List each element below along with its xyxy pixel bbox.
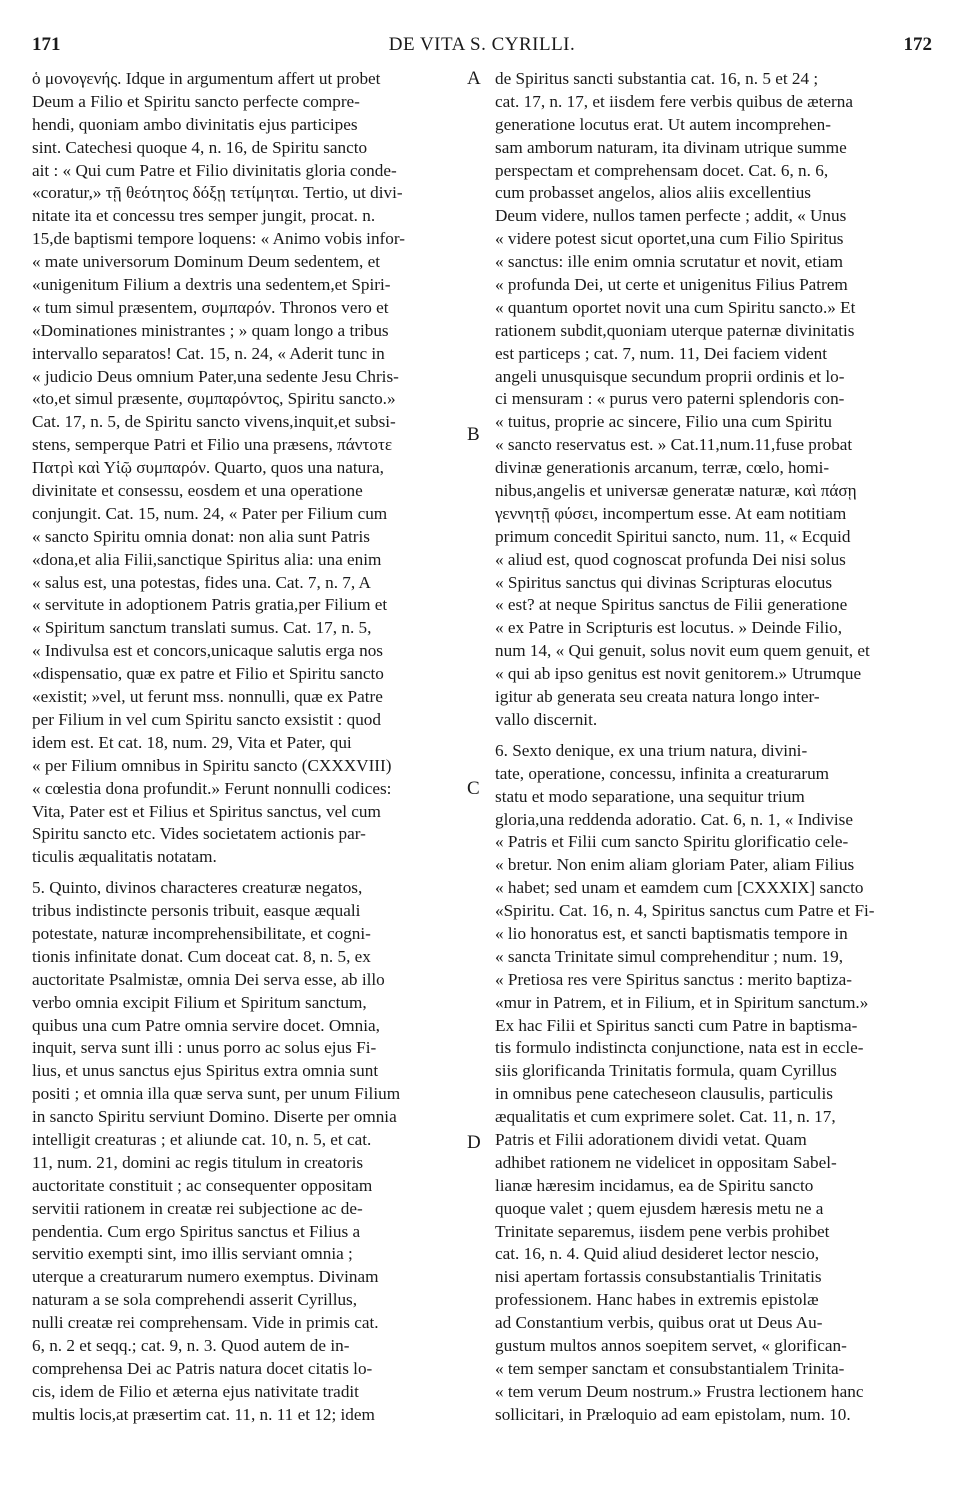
text-line: «dispensatio, quæ ex patre et Filio et Spiritu sancto: [32, 664, 384, 684]
text-line: stens, semperque Patri et Filio una præsens, πάντοτε: [32, 435, 393, 455]
text-line: cat. 16, n. 4. Quid aliud desideret lector nescio,: [495, 1244, 820, 1264]
text-line: 5. Quinto, divinos characteres creaturæ negatos,: [32, 878, 363, 898]
text-line: de Spiritus sancti substantia cat. 16, n. 5 et 24 ;: [495, 69, 819, 88]
text-line: Deum videre, nullos tamen perfecte ; addit, « Unus: [495, 206, 847, 226]
text-line: « sanctus: ille enim omnia scrutatur et novit, etiam: [495, 252, 843, 272]
page-header: [32, 34, 932, 58]
text-line: num 14, « Qui genuit, solus novit eum quem genuit, et: [495, 641, 870, 661]
margin-letter-b: B: [467, 424, 480, 445]
text-line: positi ; et omnia illa quæ serva sunt, per unum Filium: [32, 1084, 401, 1104]
text-line: « profunda Dei, ut certe et unigenitus Filius Patrem: [495, 275, 848, 295]
text-line: «unigenitum Filium a dextris una sedentem,et Spiri-: [32, 275, 391, 295]
text-line: angeli unusquisque secundum proprii ordinis et lo-: [495, 366, 845, 386]
text-line: lianæ hæresim incidamus, ea de Spiritu sancto: [495, 1175, 814, 1195]
text-line: tate, operatione, concessu, infinita a creaturarum: [495, 763, 830, 783]
text-line: « sancta Trinitate simul comprehenditur ; num. 19,: [495, 946, 844, 966]
page-number-right: 172: [903, 34, 932, 55]
right-column: [495, 68, 931, 1427]
text-line: « sancto Spiritu omnia donat: non alia sunt Patris: [32, 526, 370, 546]
text-line: 15,de baptismi tempore loquens: « Animo vobis infor-: [32, 229, 405, 249]
text-line: cum probasset angelos, alios aliis excellentius: [495, 183, 811, 203]
text-line: « per Filium omnibus in Spiritu sancto (CXXXVIII): [32, 755, 392, 775]
text-line: Spiritu sancto etc. Vides societatem actionis par-: [32, 824, 366, 844]
text-line: quoque valet ; quem ejusdem hæresis metu ne a: [495, 1198, 824, 1218]
text-line: nitate ita et concessu tres semper jungit, procat. n.: [32, 206, 376, 226]
text-line: professionem. Hanc habes in extremis epistolæ: [495, 1290, 819, 1310]
text-line: verbo omnia excipit Filium et Spiritum sanctum,: [32, 992, 367, 1012]
text-line: « mate universorum Dominum Deum sedentem, et: [32, 252, 380, 272]
text-line: quibus una cum Patre omnia servire docet. Omnia,: [32, 1015, 380, 1035]
left-column: [32, 68, 472, 1427]
text-line: Deum a Filio et Spiritu sancto perfecte compre-: [32, 91, 360, 111]
text-line: tis formulo indistincta conjunctione, nata est in eccle-: [495, 1038, 864, 1058]
text-line: nulli creatæ rei comprehensam. Vide in primis cat.: [32, 1313, 379, 1333]
text-line: multis locis,at præsertim cat. 11, n. 11 et 12; idem: [32, 1404, 375, 1424]
text-line: « aliud est, quod cognoscat profunda Dei nisi solus: [495, 549, 846, 569]
text-line: potestate, naturæ incomprehensibilitate, et cogni-: [32, 923, 371, 943]
text-line: « est? at neque Spiritus sanctus de Filii generatione: [495, 595, 848, 615]
text-line: tribus indistincte personis tribuit, easque æquali: [32, 901, 361, 921]
text-line: per Filium in vel cum Spiritu sancto exsistit : quod: [32, 709, 381, 729]
text-line: «dona,et alia Filii,sanctique Spiritus alia: una enim: [32, 549, 382, 569]
text-line: æqualitatis et cum exprimere solet. Cat. 11, n. 17,: [495, 1107, 836, 1127]
text-line: « lio honoratus est, et sancti baptismatis tempore in: [495, 923, 848, 943]
running-title: DE VITA S. CYRILLI.: [388, 34, 576, 55]
text-line: statu et modo separatione, una sequitur trium: [495, 786, 805, 806]
text-line: «Spiritu. Cat. 16, n. 4, Spiritus sanctus cum Patre et Fi-: [495, 901, 875, 921]
text-line: 6. Sexto denique, ex una trium natura, divini-: [495, 740, 808, 760]
text-line: hendi, quoniam ambo divinitatis ejus participes: [32, 114, 358, 134]
text-line: Cat. 17, n. 5, de Spiritu sancto vivens,inquit,et subsi-: [32, 412, 396, 432]
text-line: sam amborum naturam, ita divinam utrique summe: [495, 137, 847, 157]
text-line: « tem verum Deum nostrum.» Frustra lectionem hanc: [495, 1381, 864, 1401]
text-line: « sancto reservatus est. » Cat.11,num.11,fuse probat: [495, 435, 853, 455]
text-line: servitio exempti sint, imo illis serviant omnia ;: [32, 1244, 353, 1264]
text-line: « Indivulsa est et concors,unicaque salutis erga nos: [32, 641, 383, 661]
text-line: naturam a se sola comprehendi asserit Cyrillus,: [32, 1290, 358, 1310]
text-line: inquit, serva sunt illi : unus porro ac solus ejus Fi-: [32, 1038, 377, 1058]
text-line: Patris et Filii adorationem dividi vetat. Quam: [495, 1129, 807, 1149]
text-line: ci mensuram : « purus vero paterni splendoris con-: [495, 389, 845, 409]
text-line: adhibet rationem ne videlicet in oppositam Sabel-: [495, 1152, 837, 1172]
text-line: « salus est, una potestas, fides una. Cat. 7, n. 7, A: [32, 572, 371, 592]
text-line: «mur in Patrem, et in Filium, et in Spiritum sanctum.»: [495, 992, 869, 1012]
text-line: uterque a creaturarum numero exemptus. Divinam: [32, 1267, 379, 1287]
text-line: « qui ab ipso genitus est novit genitorem.» Utrumque: [495, 664, 862, 684]
text-line: sollicitari, in Præloquio ad eam epistolam, num. 10.: [495, 1404, 851, 1424]
margin-letter-a: A: [467, 68, 481, 89]
text-line: « habet; sed unam et eamdem cum [CXXXIX] sancto: [495, 878, 864, 898]
text-line: «Dominationes ministrantes ; » quam longo a tribus: [32, 320, 389, 340]
margin-letter-d: D: [467, 1132, 481, 1153]
text-line: conjungit. Cat. 15, num. 24, « Pater per Filium cum: [32, 503, 388, 523]
text-line: cat. 17, n. 17, et iisdem fere verbis quibus de æterna: [495, 91, 853, 111]
text-line: «to,et simul præsente, συμπαρόντος, Spiritu sancto.»: [32, 389, 396, 409]
text-line: «coratur,» τῇ θεότητος δόξῃ τετίμηται. Tertio, ut divi-: [32, 183, 403, 203]
text-line: comprehensa Dei ac Patris natura docet citatis lo-: [32, 1358, 373, 1378]
text-line: auctoritate Psalmistæ, omnia Dei serva esse, ab illo: [32, 969, 385, 989]
text-line: «existit; »vel, ut ferunt mss. nonnulli, quæ ex Patre: [32, 687, 383, 707]
text-line: divinitate et consessu, eosdem et una operatione: [32, 481, 363, 501]
text-line: gloria,una reddenda adoratio. Cat. 6, n. 1, « Indivise: [495, 809, 853, 829]
text-line: « servitute in adoptionem Patris gratia,per Filium et: [32, 595, 388, 615]
text-line: tionis infinitate donat. Cum doceat cat. 8, n. 5, ex: [32, 946, 371, 966]
text-line: « Patris et Filii cum sancto Spiritu glorificatio cele-: [495, 832, 849, 852]
text-line: ad Constantium verbis, quibus orat ut Deus Au-: [495, 1313, 823, 1333]
text-line: intervallo separatos! Cat. 15, n. 24, « Aderit tunc in: [32, 343, 385, 363]
text-line: 6, n. 2 et seqq.; cat. 9, n. 3. Quod autem de in-: [32, 1335, 350, 1355]
text-line: servitii rationem in creatæ rei subjectione ac de-: [32, 1198, 363, 1218]
text-line: Πατρὶ καὶ Υἱῷ συμπαρόν. Quarto, quos una natura,: [32, 458, 384, 478]
text-line: « cœlestia dona profundit.» Ferunt nonnulli codices:: [32, 778, 392, 798]
text-line: auctoritate constituit ; ac consequenter oppositam: [32, 1175, 373, 1195]
text-line: « videre potest sicut oportet,una cum Filio Spiritus: [495, 229, 844, 249]
text-line: ait : « Qui cum Patre et Filio divinitatis gloria conde-: [32, 160, 397, 180]
text-line: sint. Catechesi quoque 4, n. 16, de Spiritu sancto: [32, 137, 368, 157]
text-line: in sancto Spiritu serviunt Domino. Diserte per omnia: [32, 1107, 397, 1127]
text-line: cis, idem de Filio et æterna ejus nativitate tradit: [32, 1381, 359, 1401]
text-line: pendentia. Cum ergo Spiritus sanctus et Filius a: [32, 1221, 361, 1241]
text-line: « ex Patre in Scripturis est locutus. » Deinde Filio,: [495, 618, 843, 638]
text-line: rationem subdit,quoniam uterque paternæ divinitatis: [495, 320, 855, 340]
text-line: gustum multos annos soepitem servet, « glorifican-: [495, 1335, 847, 1355]
text-line: « bretur. Non enim aliam gloriam Pater, aliam Filius: [495, 855, 855, 875]
text-line: « Spiritus sanctus qui divinas Scripturas elocutus: [495, 572, 833, 592]
text-line: lius, et unus sanctus ejus Spiritus extra omnia sunt: [32, 1061, 379, 1081]
text-line: Ex hac Filii et Spiritus sancti cum Patre in baptisma-: [495, 1015, 858, 1035]
text-line: siis glorificanda Trinitatis formula, quam Cyrillus: [495, 1061, 837, 1081]
text-line: divinæ generationis arcanum, terræ, cœlo, homi-: [495, 458, 830, 478]
text-line: perspectam et comprehensam docet. Cat. 6, n. 6,: [495, 160, 829, 180]
text-line: « quantum oportet novit una cum Spiritu sancto.» Et: [495, 297, 856, 317]
text-line: intelligit creaturas ; et aliunde cat. 10, n. 5, et cat.: [32, 1129, 372, 1149]
text-line: idem est. Et cat. 18, num. 29, Vita et Pater, qui: [32, 732, 352, 752]
text-line: « tuitus, proprie ac sincere, Filio una cum Spiritu: [495, 412, 833, 432]
text-line: vallo discernit.: [495, 709, 598, 729]
text-line: γεννητῇ φύσει, incompertum esse. At eam notitiam: [495, 503, 847, 523]
text-line: Trinitate separemus, iisdem pene verbis prohibet: [495, 1221, 830, 1241]
text-line: est particeps ; cat. 7, num. 11, Dei faciem vident: [495, 343, 828, 363]
text-line: nisi apertam fortassis consubstantialis Trinitatis: [495, 1267, 822, 1287]
text-line: generatione locutus erat. Ut autem incomprehen-: [495, 114, 831, 134]
text-line: « Pretiosa res vere Spiritus sanctus : merito baptiza-: [495, 969, 853, 989]
text-line: primum concedit Spiritui sancto, num. 11, « Ecquid: [495, 526, 851, 546]
text-line: « judicio Deus omnium Pater,una sedente Jesu Chris-: [32, 366, 399, 386]
text-line: Vita, Pater est et Filius et Spiritus sanctus, vel cum: [32, 801, 381, 821]
text-line: nibus,angelis et universæ generatæ naturæ, καὶ πάσῃ: [495, 481, 857, 501]
text-line: « tem semper sanctam et consubstantialem Trinita-: [495, 1358, 845, 1378]
text-line: 11, num. 21, domini ac regis titulum in creatoris: [32, 1152, 364, 1172]
page-number-left: 171: [32, 34, 61, 55]
text-line: ticulis æqualitatis notatam.: [32, 847, 217, 867]
text-line: « Spiritum sanctum translati sumus. Cat. 17, n. 5,: [32, 618, 372, 638]
text-line: ὁ μονογενής. Idque in argumentum affert ut probet: [32, 69, 381, 88]
text-line: in omnibus pene catecheseon clausulis, particulis: [495, 1084, 833, 1104]
text-line: « tum simul præsentem, συμπαρόν. Thronos vero et: [32, 297, 389, 317]
margin-letter-c: C: [467, 778, 480, 799]
text-line: igitur ab generata seu creata natura longo inter-: [495, 687, 820, 707]
